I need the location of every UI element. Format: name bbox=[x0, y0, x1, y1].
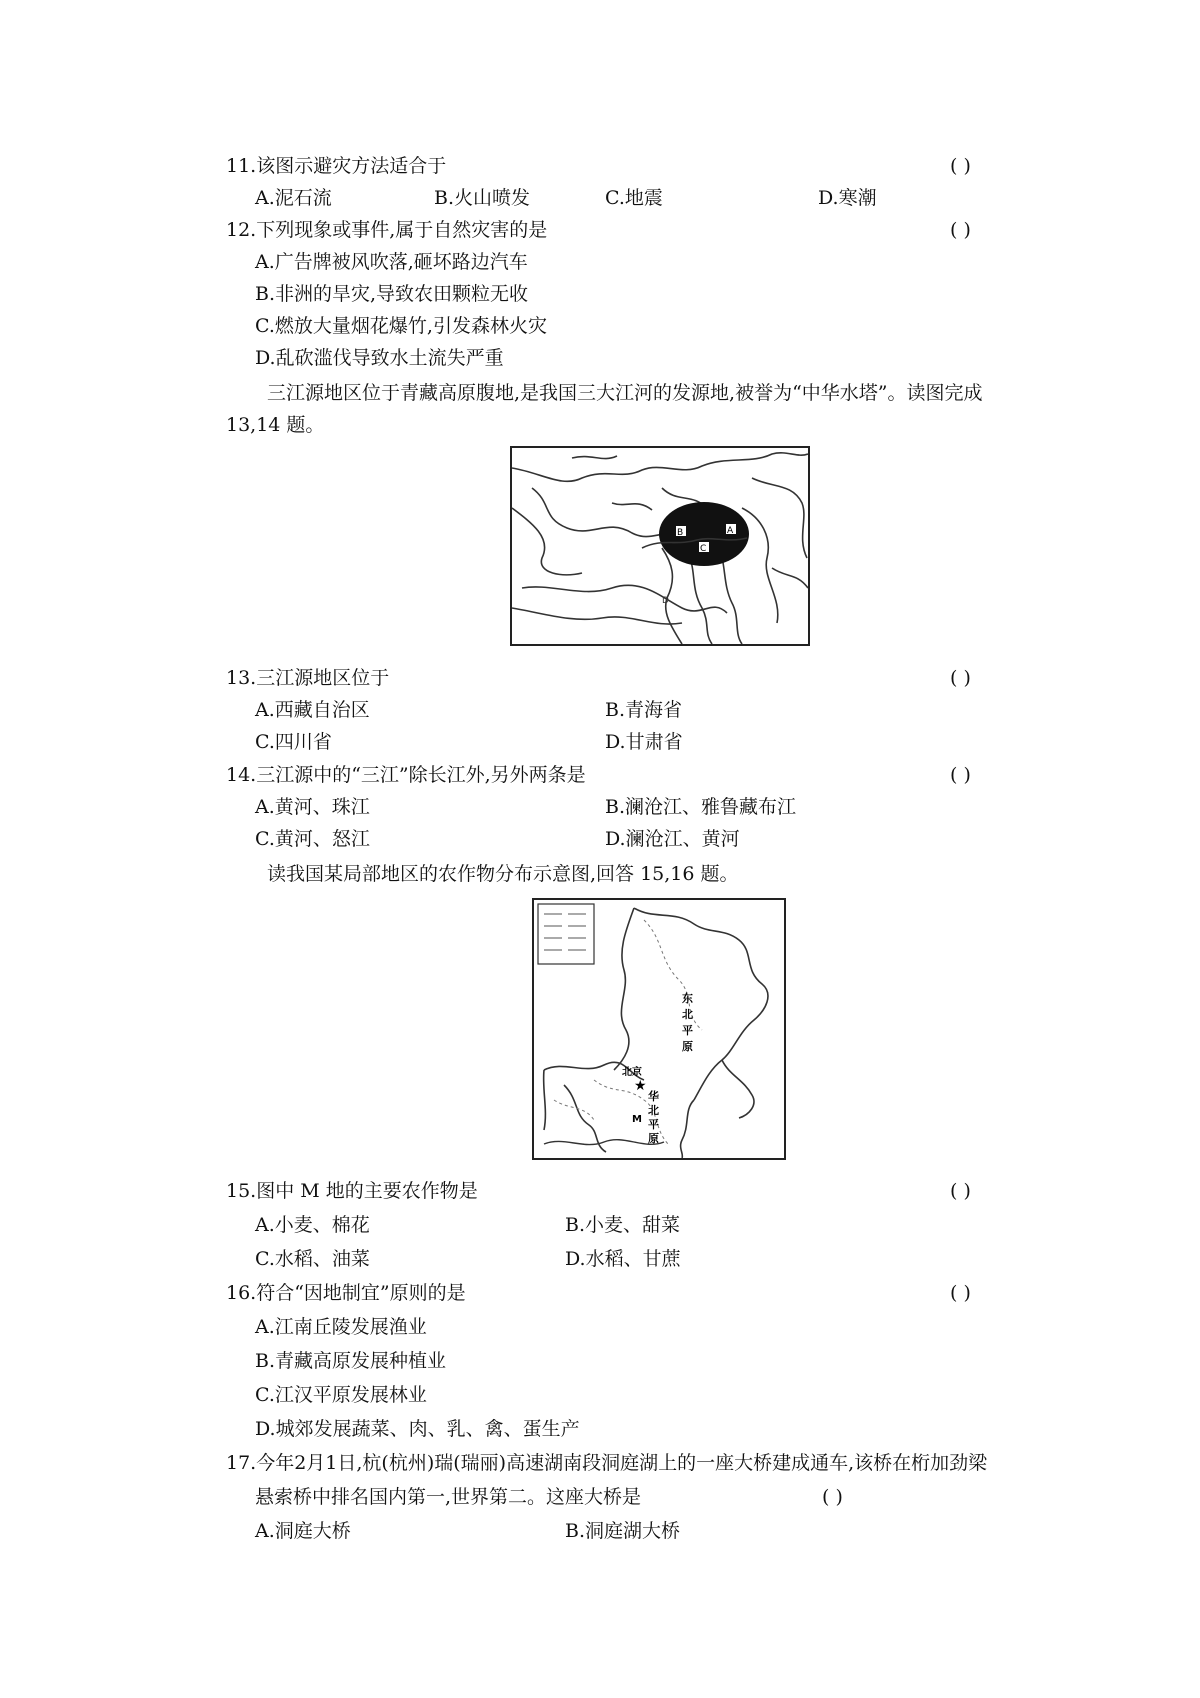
map2-label-bei-1: 北 bbox=[682, 1008, 693, 1021]
q15-option-d: D.水稻、甘蔗 bbox=[565, 1248, 681, 1270]
passage1-line2: 13,14 题。 bbox=[226, 414, 325, 436]
q11-stem: 11.该图示避灾方法适合于 bbox=[226, 155, 447, 177]
q17-answer-paren: ( ) bbox=[822, 1486, 843, 1508]
q12-option-d: D.乱砍滥伐导致水土流失严重 bbox=[255, 347, 504, 369]
q16-option-c: C.江汉平原发展林业 bbox=[255, 1384, 427, 1406]
q15-stem: 15.图中 M 地的主要农作物是 bbox=[226, 1180, 478, 1202]
q11-option-b: B.火山喷发 bbox=[434, 187, 531, 209]
q11-answer-paren: ( ) bbox=[950, 155, 971, 177]
q15-option-a: A.小麦、棉花 bbox=[255, 1214, 370, 1236]
map2-label-bei-2: 北 bbox=[648, 1104, 659, 1117]
sanjiangyuan-map bbox=[510, 446, 810, 646]
q15-option-b: B.小麦、甜菜 bbox=[565, 1214, 681, 1236]
map1-label-b: B bbox=[677, 528, 684, 538]
q16-answer-paren: ( ) bbox=[950, 1282, 971, 1304]
q13-option-d: D.甘肃省 bbox=[605, 731, 683, 753]
map2-label-yuan-1: 原 bbox=[682, 1040, 693, 1053]
q11-option-d: D.寒潮 bbox=[818, 187, 877, 209]
map2-label-beijing: 北京 bbox=[622, 1067, 642, 1078]
q13-option-c: C.四川省 bbox=[255, 731, 332, 753]
q16-stem: 16.符合“因地制宜”原则的是 bbox=[226, 1282, 466, 1304]
passage1-line1: 三江源地区位于青藏高原腹地,是我国三大江河的发源地,被誉为“中华水塔”。读图完成 bbox=[267, 382, 983, 404]
q13-answer-paren: ( ) bbox=[950, 667, 971, 689]
q11-option-a: A.泥石流 bbox=[255, 187, 332, 209]
q14-option-c: C.黄河、怒江 bbox=[255, 828, 370, 850]
crop-distribution-map bbox=[532, 898, 786, 1160]
q12-stem: 12.下列现象或事件,属于自然灾害的是 bbox=[226, 219, 548, 241]
map2-label-ping-2: 平 bbox=[648, 1118, 659, 1131]
q16-option-d: D.城郊发展蔬菜、肉、乳、禽、蛋生产 bbox=[255, 1418, 580, 1440]
q11-option-c: C.地震 bbox=[605, 187, 663, 209]
capital-star-icon: ★ bbox=[634, 1078, 647, 1094]
q17-option-a: A.洞庭大桥 bbox=[255, 1520, 351, 1542]
q12-option-b: B.非洲的旱灾,导致农田颗粒无收 bbox=[255, 283, 529, 305]
q15-answer-paren: ( ) bbox=[950, 1180, 971, 1202]
q13-option-b: B.青海省 bbox=[605, 699, 683, 721]
map2-legend-box bbox=[538, 904, 594, 964]
map1-label-a: A bbox=[727, 526, 734, 536]
map2-label-ping-1: 平 bbox=[682, 1024, 693, 1037]
q17-line2: 悬索桥中排名国内第一,世界第二。这座大桥是 bbox=[255, 1486, 642, 1508]
q15-option-c: C.水稻、油菜 bbox=[255, 1248, 370, 1270]
q17-option-b: B.洞庭湖大桥 bbox=[565, 1520, 681, 1542]
q16-option-b: B.青藏高原发展种植业 bbox=[255, 1350, 447, 1372]
map2-label-m: M bbox=[632, 1114, 642, 1125]
map2-label-yuan-2: 原 bbox=[648, 1132, 659, 1145]
map1-label-d: D bbox=[662, 596, 669, 606]
q13-option-a: A.西藏自治区 bbox=[255, 699, 370, 721]
map1-label-c: C bbox=[700, 544, 707, 554]
q13-stem: 13.三江源地区位于 bbox=[226, 667, 390, 689]
map2-label-hua: 华 bbox=[648, 1090, 659, 1103]
q12-option-c: C.燃放大量烟花爆竹,引发森林火灾 bbox=[255, 315, 547, 337]
q14-option-d: D.澜沧江、黄河 bbox=[605, 828, 740, 850]
q12-answer-paren: ( ) bbox=[950, 219, 971, 241]
q16-option-a: A.江南丘陵发展渔业 bbox=[255, 1316, 427, 1338]
q14-option-b: B.澜沧江、雅鲁藏布江 bbox=[605, 796, 797, 818]
map2-label-dong: 东 bbox=[682, 992, 693, 1005]
q14-answer-paren: ( ) bbox=[950, 764, 971, 786]
q17-line1: 17.今年2月1日,杭(杭州)瑞(瑞丽)高速湖南段洞庭湖上的一座大桥建成通车,该桥在桁加劲梁 bbox=[226, 1452, 988, 1474]
q12-option-a: A.广告牌被风吹落,砸坏路边汽车 bbox=[255, 251, 528, 273]
q14-option-a: A.黄河、珠江 bbox=[255, 796, 370, 818]
q14-stem: 14.三江源中的“三江”除长江外,另外两条是 bbox=[226, 764, 586, 786]
passage2-line1: 读我国某局部地区的农作物分布示意图,回答 15,16 题。 bbox=[267, 863, 739, 885]
